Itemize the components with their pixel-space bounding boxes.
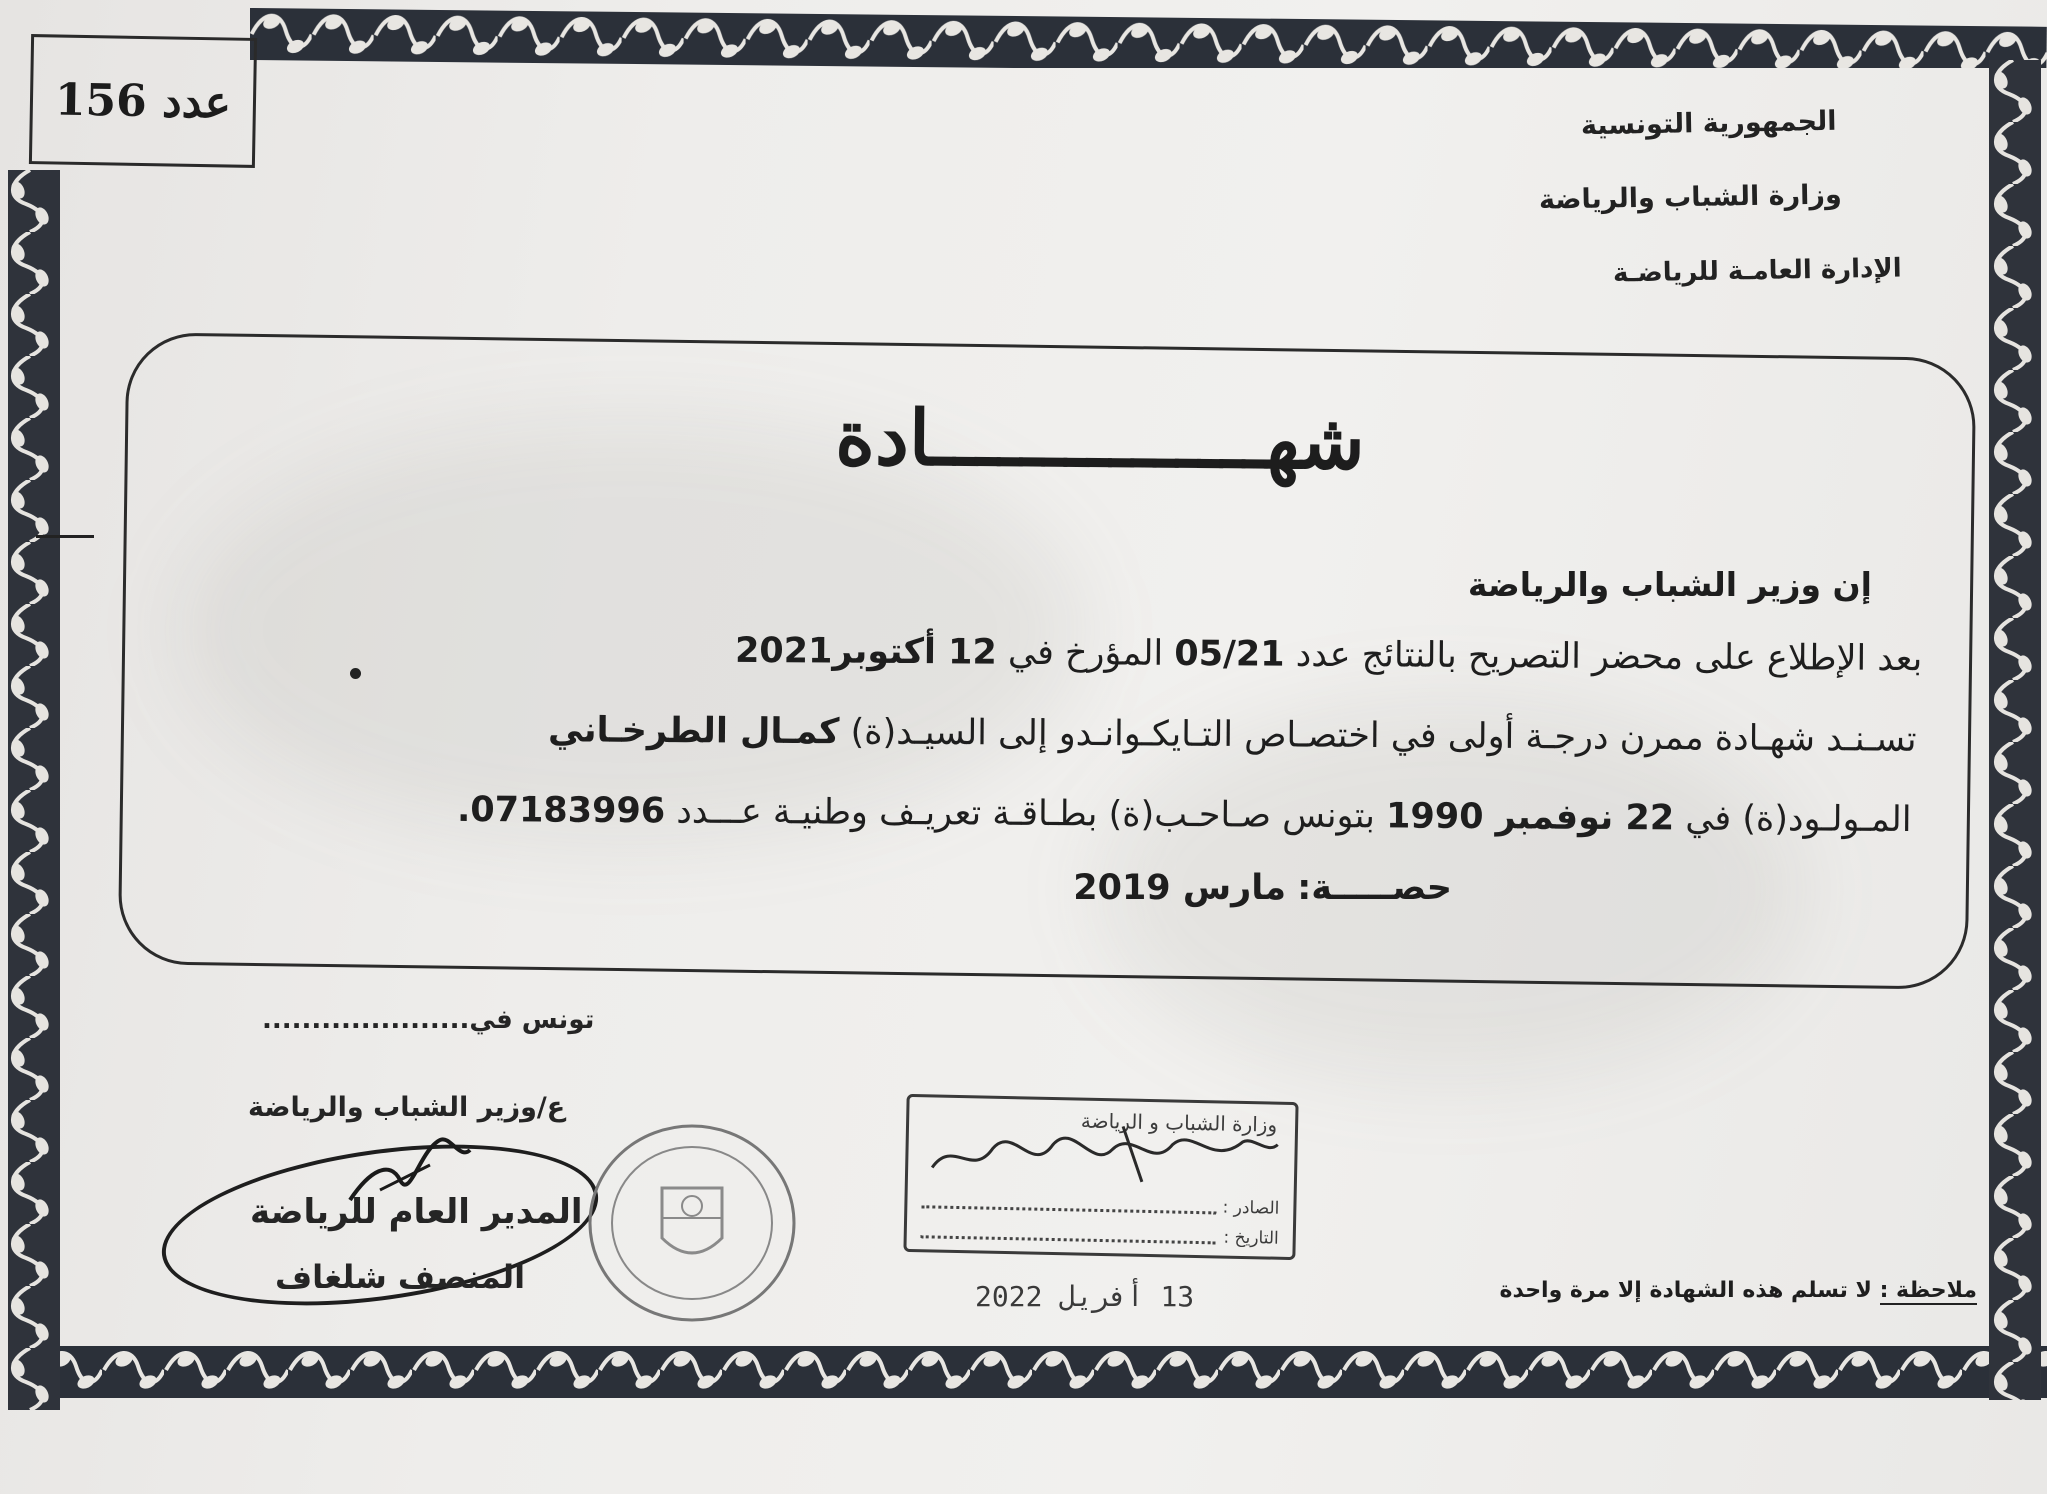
ministry-stamp bbox=[903, 1094, 1298, 1260]
id-number: 07183996. bbox=[457, 789, 666, 832]
left-decorative-border bbox=[0, 170, 70, 1410]
session-label: حصـــــة: bbox=[1297, 868, 1452, 908]
id-card-text: بتونس صـاحـب(ة) بطـاقـة تعريـف وطنيـة عـــدد bbox=[676, 791, 1376, 837]
ministry-heading: وزارة الشباب والرياضة bbox=[1539, 179, 1843, 216]
stamp-issued-label: الصادر : bbox=[1222, 1197, 1280, 1219]
stamp-date-label: التاريخ : bbox=[1223, 1227, 1279, 1249]
stamp-header: وزارة الشباب و الرياضة bbox=[1080, 1108, 1278, 1137]
recipient-name: كمـال الطرخـاني bbox=[548, 710, 840, 753]
report-number: 05/21 bbox=[1173, 633, 1285, 675]
official-seal-icon bbox=[582, 1118, 802, 1328]
place-date-line: تونس في..................... bbox=[262, 1005, 595, 1035]
top-decorative-border bbox=[250, 0, 2047, 68]
director-name: المنصف شلغاف bbox=[275, 1258, 526, 1296]
received-date: 13 أفريل 2022 bbox=[975, 1280, 1195, 1313]
report-date-label: المؤرخ في bbox=[1007, 632, 1163, 674]
session-value: مارس 2019 bbox=[1073, 868, 1287, 908]
certificate-note bbox=[1500, 1278, 1978, 1303]
stamp-scribble-icon bbox=[922, 1117, 1283, 1195]
award-text: تسـنـد شهـادة ممرن درجـة أولى في اختصـاص التـايكـوانـدو إلى السيـد(ة) bbox=[850, 712, 1918, 760]
margin-mark bbox=[36, 535, 94, 538]
note-label: ملاحظة : bbox=[1879, 1278, 1977, 1303]
directorate-heading: الإدارة العامـة للرياضـة bbox=[1613, 253, 1903, 289]
certificate-number-box bbox=[29, 34, 257, 168]
minister-line: إن وزير الشباب والرياضة bbox=[1467, 565, 1872, 604]
stray-dot bbox=[350, 668, 361, 679]
results-report-text: بعد الإطلاع على محضر التصريح بالنتائج عدد bbox=[1295, 634, 1923, 680]
bottom-decorative-border bbox=[40, 1340, 2047, 1410]
birth-date: 22 نوفمبر 1990 bbox=[1386, 796, 1675, 839]
stamp-issued-field bbox=[921, 1205, 1216, 1214]
director-title: المدير العام للرياضة bbox=[250, 1192, 583, 1232]
session-line bbox=[1073, 868, 1452, 908]
republic-heading: الجمهورية التونسية bbox=[1581, 105, 1838, 142]
stamp-date-field bbox=[921, 1235, 1216, 1244]
results-report-line bbox=[734, 631, 1922, 679]
right-decorative-border bbox=[1985, 60, 2047, 1400]
note-text: لا تسلم هذه الشهادة إلا مرة واحدة bbox=[1499, 1278, 1872, 1303]
report-date: 12 أكتوبر2021 bbox=[734, 630, 997, 673]
certificate-number: عدد 156 bbox=[54, 73, 232, 129]
born-label: المـولـود(ة) في bbox=[1685, 798, 1913, 841]
on-behalf-line: ع/وزير الشباب والرياضة bbox=[248, 1092, 566, 1123]
certificate-title: شهـــــــــــــــادة bbox=[834, 392, 1366, 487]
